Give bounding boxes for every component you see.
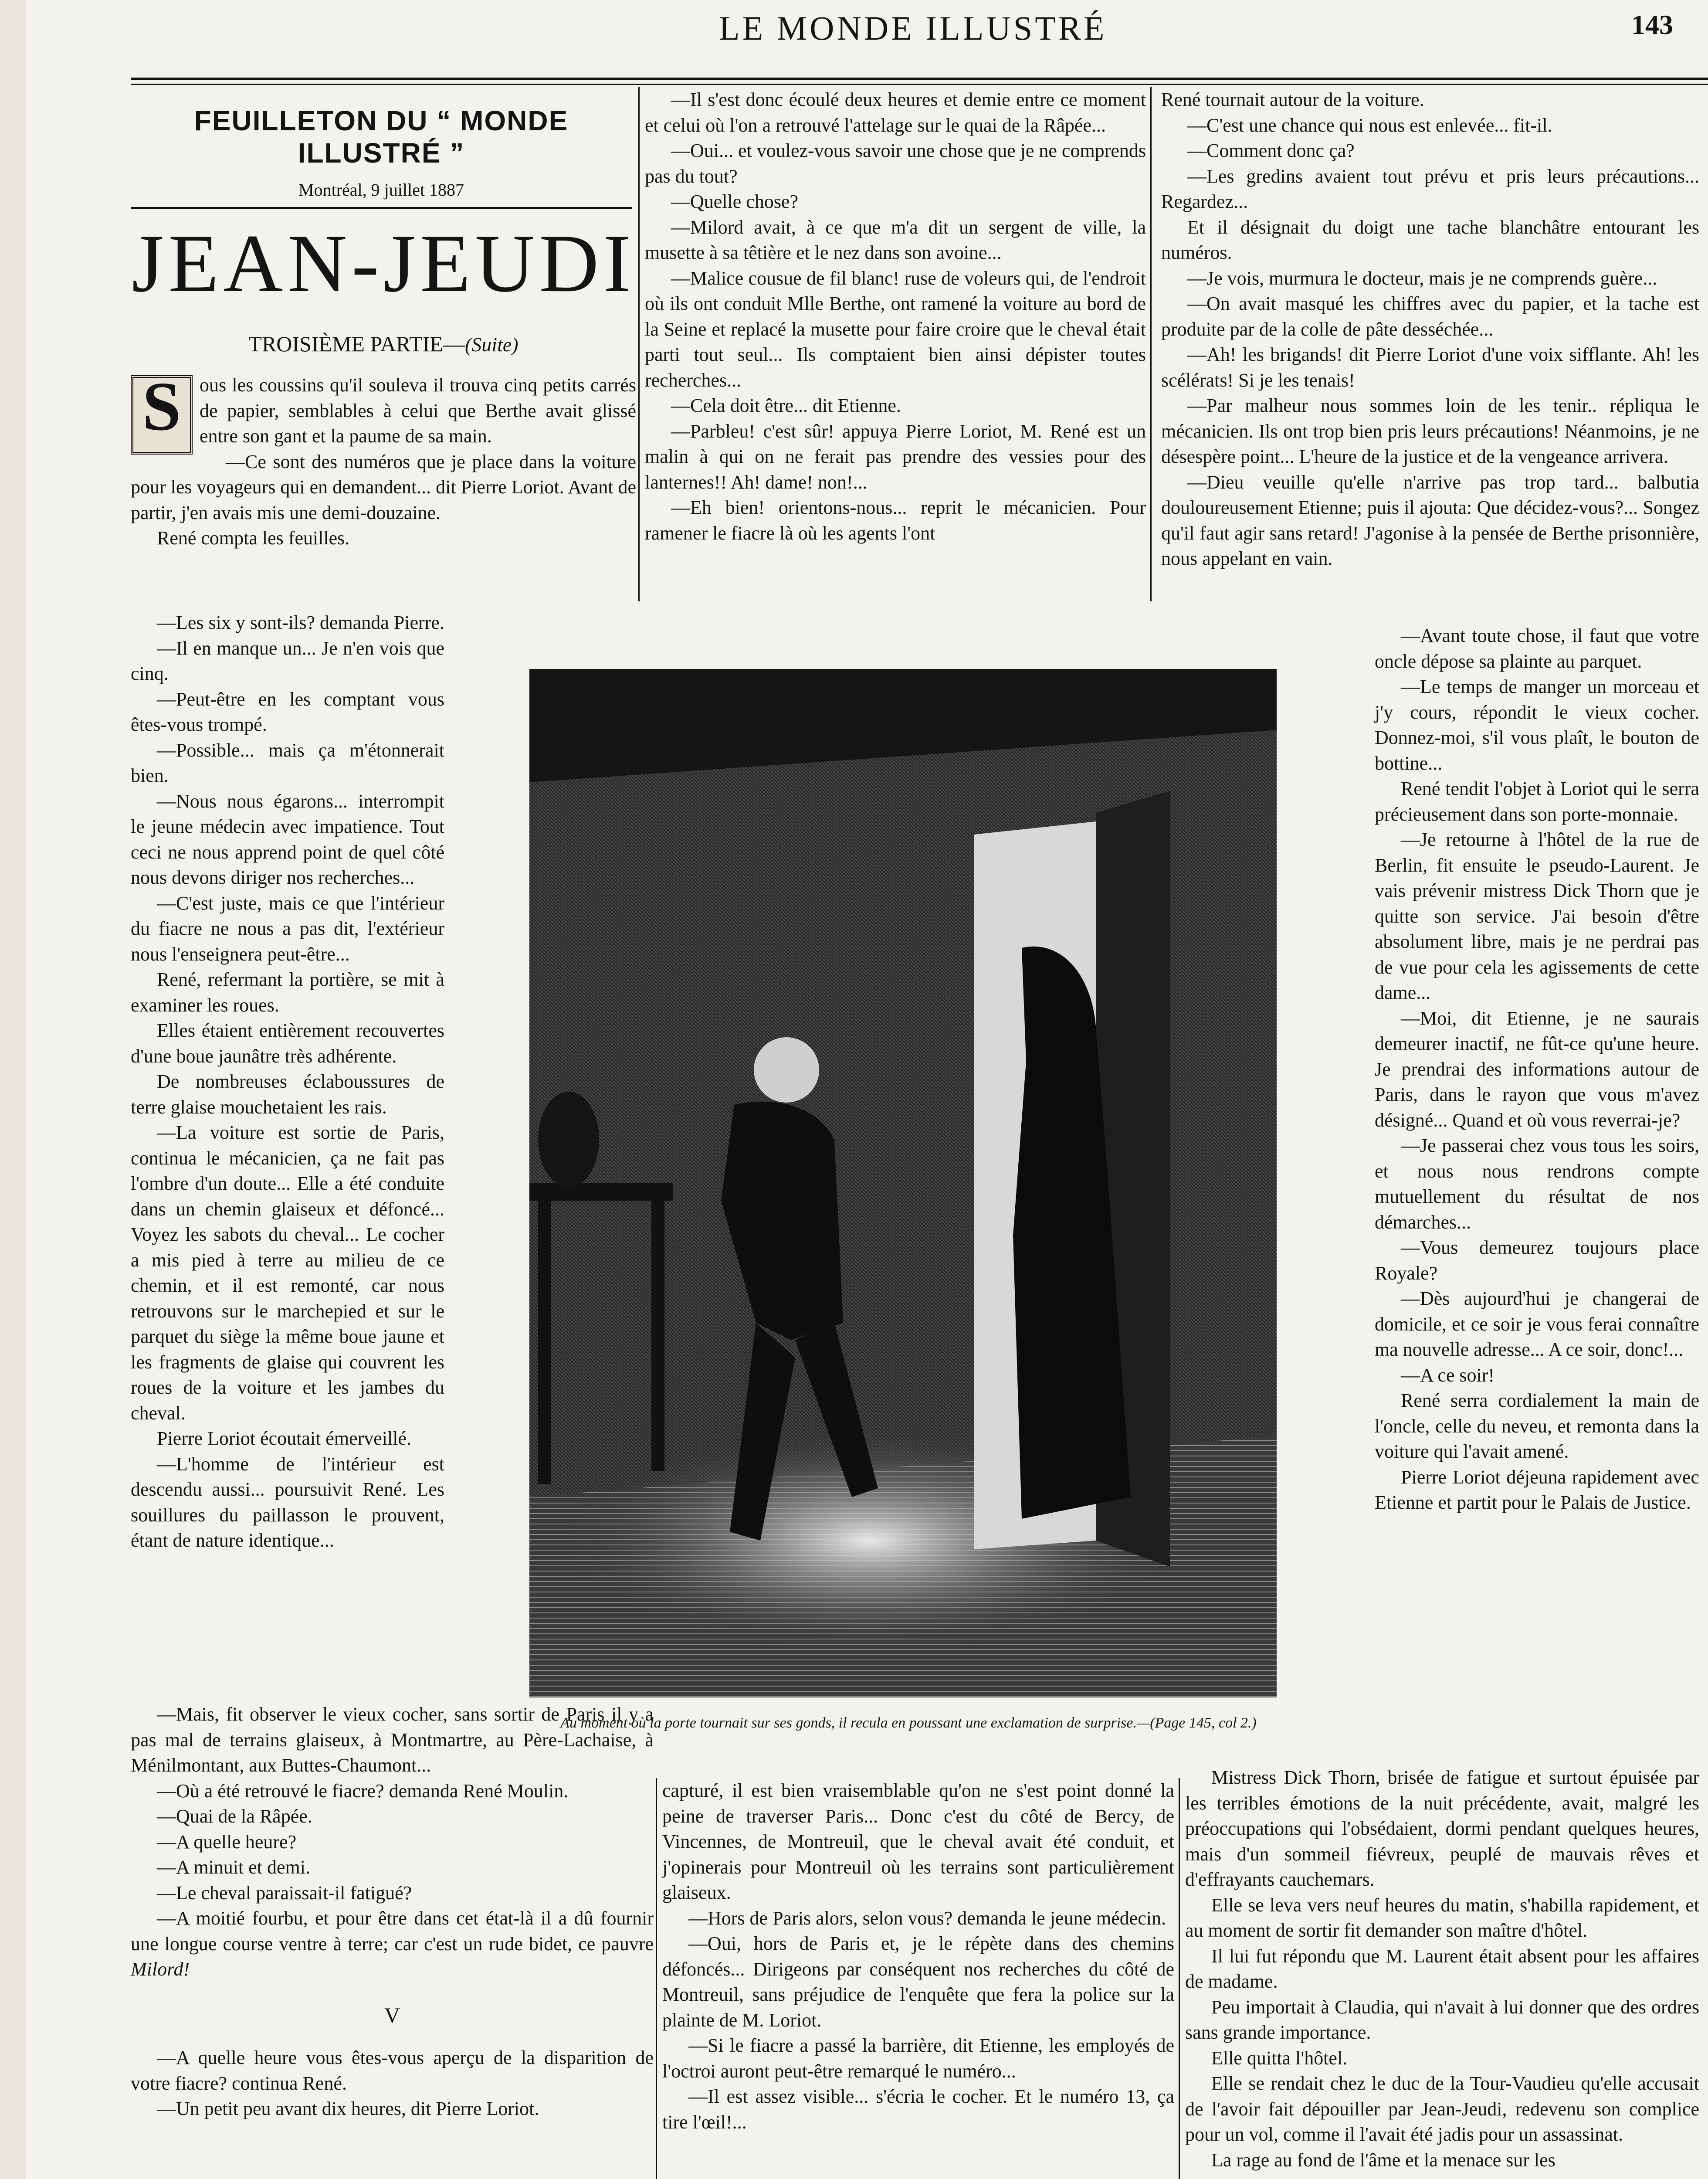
paragraph: —Je passerai chez vous tous les soirs, et nous nous rendrons compte mutuellement du résultat de nos démarches...	[1375, 1135, 1699, 1233]
paragraph: —Peut-être en les comptant vous êtes-vous trompé.	[131, 688, 444, 735]
feuilleton-heading: FEUILLETON DU “ MONDE ILLUSTRÉ ”	[194, 105, 569, 169]
paragraph: —A ce soir!	[1401, 1364, 1495, 1386]
page-number: 143	[1631, 9, 1673, 40]
horse-name: Milord!	[131, 1958, 190, 1980]
column-1-lower	[131, 1702, 654, 2179]
paragraph: Elle se leva vers neuf heures du matin, s'habilla rapidement, et au moment de sortir fit demander son maître d'hôtel.	[1185, 1894, 1699, 1941]
paragraph: Pierre Loriot écoutait émerveillé.	[157, 1428, 411, 1449]
chapter-number: V	[384, 2003, 400, 2027]
paragraph: —Ce sont des numéros que je place dans la voiture pour les voyageurs qui en demandent... dit Pierre Loriot. Avant de partir, j'en avais mis une demi-douzaine.	[131, 451, 637, 523]
paragraph: —Eh bien! orientons-nous... reprit le mécanicien. Pour ramener le fiacre là où les agents l'ont	[645, 497, 1146, 544]
paragraph: —A minuit et demi.	[157, 1857, 310, 1878]
paragraph: —Dieu veuille qu'elle n'arrive pas trop tard... balbutia douloureusement Etienne; puis il ajouta: Que décidez-vous?... Songez qu'il faut agir sans retard! J'agonise à la pensée de Berthe prisonnière, nous appelant en vain.	[1161, 471, 1699, 569]
engraving-illustration	[529, 669, 1277, 1697]
paragraph: Elles étaient entièrement recouvertes d'une boue jaunâtre très adhérente.	[131, 1020, 444, 1067]
paragraph: capturé, il est bien vraisemblable qu'on ne s'est point donné la peine de traverser Paris... Donc c'est du côté de Bercy, de Vincennes, de Montreuil, que le cheval avait été conduit, et j'opinerais pour Montreuil où les terrains sont particulièrement glaiseux.	[662, 1780, 1174, 1903]
header-rule-bottom	[131, 84, 1708, 85]
paragraph: La rage au fond de l'âme et la menace sur les	[1211, 2149, 1556, 2171]
paragraph: —Hors de Paris alors, selon vous? demanda le jeune médecin.	[688, 1907, 1166, 1929]
paragraph: —Le cheval paraissait-il fatigué?	[157, 1882, 412, 1904]
feuilleton-header	[131, 105, 632, 200]
paragraph: —Il s'est donc écoulé deux heures et demie entre ce moment et celui où l'on a retrouvé l'attelage sur le quai de la Râpée...	[645, 89, 1146, 136]
paragraph: —Moi, dit Etienne, je ne saurais demeurer inactif, ne fût-ce qu'une heure. Je prendrai des informations autour de Paris, dans le rayon que vous m'avez désigné... Quand et où vous reverrai-je?	[1375, 1007, 1699, 1131]
feuilleton-dateline: Montréal, 9 juillet 1887	[298, 180, 464, 200]
page-edge-stain	[0, 0, 26, 2179]
paragraph: René compta les feuilles.	[157, 527, 350, 549]
part-label: TROISIÈME PARTIE—	[248, 332, 465, 356]
engraving-scene	[529, 669, 1277, 1697]
paragraph: —Quai de la Râpée.	[157, 1806, 312, 1827]
paragraph: —Par malheur nous sommes loin de les tenir.. répliqua le mécanicien. Ils ont trop bien pris leurs précautions! Néanmoins, je ne désespère point... L'heure de la justice et de la vengeance arrivera.	[1161, 395, 1699, 467]
paragraph: De nombreuses éclaboussures de terre glaise mouchetaient les rais.	[131, 1071, 444, 1118]
paragraph: —Si le fiacre a passé la barrière, dit Etienne, les employés de l'octroi auront peut-être remarqué le numéro...	[662, 2035, 1174, 2082]
column-2-upper	[645, 87, 1146, 610]
paragraph: —On avait masqué les chiffres avec du papier, et la tache est produite par de la colle de pâte desséchée...	[1161, 293, 1699, 340]
paragraph: —C'est une chance qui nous est enlevée... fit-il.	[1187, 114, 1552, 136]
paragraph: —Avant toute chose, il faut que votre oncle dépose sa plainte au parquet.	[1375, 625, 1699, 672]
paragraph: —Malice cousue de fil blanc! ruse de voleurs qui, de l'endroit où ils ont conduit Mlle Berthe, ont ramené la voiture au bord de la Seine et replacé la musette pour faire croire que le cheval était parti tout seul... Ils comptaient bien ainsi dépister toutes recherches...	[645, 267, 1146, 391]
illustration-caption: Au moment où la porte tournait sur ses gonds, il recula en poussant une exclamation de surprise.—(Page 145, col 2.)	[560, 1715, 1257, 1731]
paragraph: —A quelle heure?	[157, 1831, 297, 1853]
paragraph: —Quelle chose?	[671, 191, 798, 212]
paragraph: —Les gredins avaient tout prévu et pris leurs précautions... Regardez...	[1161, 165, 1699, 212]
paragraph: René serra cordialement la main de l'oncle, celle du neveu, et remonta dans la voiture qui l'avait amené.	[1375, 1390, 1699, 1462]
column-3-side	[1375, 623, 1699, 1765]
column-3-lower	[1185, 1765, 1699, 2179]
column-rule-3	[656, 1778, 657, 2179]
feuilleton-rule	[131, 207, 632, 209]
paragraph: René tendit l'objet à Loriot qui le serra précieusement dans son porte-monnaie.	[1375, 778, 1699, 825]
running-header	[131, 4, 1691, 52]
column-2-lower	[662, 1778, 1174, 2179]
paragraph: —Possible... mais ça m'étonnerait bien.	[131, 739, 444, 786]
paragraph: Elle quitta l'hôtel.	[1211, 2047, 1348, 2069]
paragraph: —Dès aujourd'hui je changerai de domicile, et ce soir je vous ferai connaître ma nouvelle adresse... A ce soir, donc!...	[1375, 1288, 1699, 1360]
column-rule-2	[1150, 87, 1152, 601]
paragraph: Pierre Loriot déjeuna rapidement avec Etienne et partit pour le Palais de Justice.	[1375, 1466, 1699, 1513]
newspaper-title: LE MONDE ILLUSTRÉ	[719, 9, 1107, 47]
drop-cap-letter: S	[131, 375, 193, 455]
paragraph: —Mais, fit observer le vieux cocher, sans sortir de Paris il y a pas mal de terrains glaiseux, à Montmartre, au Père-Lachaise, à Ménilmontant, aux Buttes-Chaumont...	[131, 1704, 654, 1776]
paragraph: —Parbleu! c'est sûr! appuya Pierre Loriot, M. René est un malin à qui on ne ferait pas prendre des vessies pour des lanternes!! Ah! dame! non!...	[645, 420, 1146, 493]
paragraph: Elle se rendait chez le duc de la Tour-Vaudieu qu'elle accusait de l'avoir fait dépouiller par Jean-Jeudi, redevenu son complice pour un vol, comme il l'avait été jadis pour un assassinat.	[1185, 2073, 1699, 2145]
paragraph: Peu importait à Claudia, qui n'avait à lui donner que des ordres sans grande importance.	[1185, 1996, 1699, 2043]
paragraph: —Milord avait, à ce que m'a dit un sergent de ville, la musette à sa têtière et le nez dans son avoine...	[645, 216, 1146, 263]
paragraph: —Cela doit être... dit Etienne.	[671, 395, 901, 416]
paragraph: —Vous demeurez toujours place Royale?	[1375, 1237, 1699, 1284]
paragraph: —Comment donc ça?	[1187, 140, 1355, 161]
column-3-upper	[1161, 87, 1699, 654]
paragraph: —Je retourne à l'hôtel de la rue de Berlin, fit ensuite le pseudo-Laurent. Je vais prévenir mistress Dick Thorn que je quitte son service. J'ai besoin d'être absolument libre, mais je ne perdrai pas de vue pour cela les agissements de cette dame...	[1375, 829, 1699, 1003]
paragraph: —A quelle heure vous êtes-vous aperçu de la disparition de votre fiacre? continua René.	[131, 2047, 654, 2094]
opening-paragraph: ous les coussins qu'il souleva il trouva cinq petits carrés de papier, semblables à celui que Berthe avait glissé entre son gant et la paume de sa main.	[200, 374, 636, 447]
paragraph: —La voiture est sortie de Paris, continua le mécanicien, ça ne fait pas l'ombre d'un doute... Elle a été conduite dans un chemin glaiseux et défoncé... Voyez les sabots du cheval... Le cocher a mis pied à terre au milieu de ce chemin, et il est remonté, car nous retrouvons sur le marchepied et sur le parquet du siège la même boue jaune et les fragments de glaise qui couvrent les roues de la voiture et les jambes du cheval.	[131, 1122, 444, 1424]
paragraph: Mistress Dick Thorn, brisée de fatigue et surtout épuisée par les terribles émotions de la nuit précédente, avait, malgré les préoccupations qui l'obsédaient, dormi pendant quelques heures, mais d'un sommeil fiévreux, peuplé de mauvais rêves et d'effrayants cauchemars.	[1185, 1767, 1699, 1890]
column-rule-4	[1179, 1778, 1180, 2179]
column-rule-1	[638, 87, 640, 601]
paragraph: René tournait autour de la voiture.	[1161, 89, 1424, 110]
paragraph: —Oui, hors de Paris et, je le répète dans des chemins défoncés... Dirigeons par conséquent nos recherches du côté de Montreuil, sans préjudice de l'enquête que fera la police sur la plainte de M. Loriot.	[662, 1933, 1174, 2031]
header-rule-top	[131, 78, 1708, 80]
paragraph: —Je vois, murmura le docteur, mais je ne comprends guère...	[1187, 267, 1657, 289]
paragraph: —Où a été retrouvé le fiacre? demanda René Moulin.	[157, 1780, 569, 1802]
paragraph: —Ah! les brigands! dit Pierre Loriot d'une voix sifflante. Ah! les scélérats! Si je les tenais!	[1161, 344, 1699, 391]
paragraph: René, refermant la portière, se mit à examiner les roues.	[131, 969, 444, 1016]
paragraph: —Il en manque un... Je n'en vois que cinq.	[131, 637, 444, 684]
paragraph: —Le temps de manger un morceau et j'y cours, répondit le vieux cocher. Donnez-moi, s'il vous plaît, le bouton de bottine...	[1375, 676, 1699, 774]
paragraph: —L'homme de l'intérieur est descendu aussi... poursuivit René. Les souillures du paillasson le prouvent, étant de nature identique...	[131, 1453, 444, 1551]
part-heading	[131, 331, 636, 356]
story-title: JEAN-JEUDI	[132, 218, 635, 309]
paragraph: —C'est juste, mais ce que l'intérieur du fiacre ne nous a pas dit, l'extérieur nous l'enseignera peut-être...	[131, 892, 444, 965]
column-1-upper	[131, 367, 637, 634]
paragraph: —A moitié fourbu, et pour être dans cet état-là il a dû fournir une longue course ventre à terre; car c'est un rude bidet, ce pauvre	[131, 1907, 654, 1955]
paragraph: Il lui fut répondu que M. Laurent était absent pour les affaires de madame.	[1185, 1945, 1699, 1992]
column-1-narrow	[131, 610, 444, 1726]
paragraph: —Il est assez visible... s'écria le cocher. Et le numéro 13, ça tire l'œil!...	[662, 2086, 1174, 2133]
paragraph: —Nous nous égarons... interrompit le jeune médecin avec impatience. Tout ceci ne nous apprend point de quel côté nous devons diriger nos recherches...	[131, 790, 444, 888]
paragraph: —Les six y sont-ils? demanda Pierre.	[157, 612, 444, 633]
paragraph: —Un petit peu avant dix heures, dit Pierre Loriot.	[157, 2098, 539, 2119]
part-suffix: (Suite)	[464, 333, 518, 356]
paragraph: Et il désignait du doigt une tache blanchâtre entourant les numéros.	[1161, 216, 1699, 263]
paragraph-with-horse-name	[131, 1906, 654, 1982]
paragraph: —Oui... et voulez-vous savoir une chose que je ne comprends pas du tout?	[645, 140, 1146, 187]
